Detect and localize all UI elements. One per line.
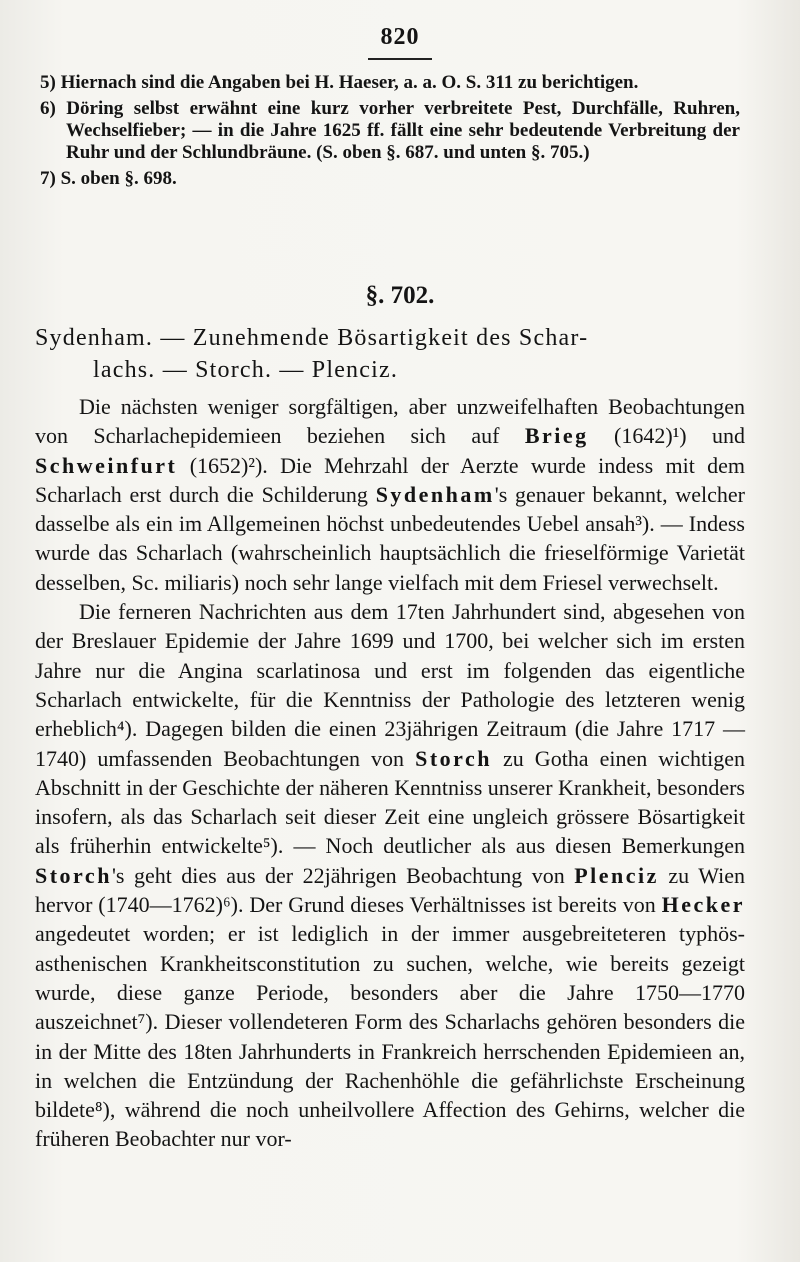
footnote-7: 7) S. oben §. 698. bbox=[40, 168, 177, 189]
paragraph-2-text-d: zu Wien hervor (1740—1762)⁶). Der Grund dieses Verhältnisses ist bereits von bbox=[35, 862, 745, 918]
place-name-brieg: Brieg bbox=[524, 423, 589, 449]
paragraph-1-text-d: 's genauer bekannt, welcher dasselbe als ein im Allgemeinen höchst unbedeutendes Uebel ansah³). — Indess wurde das Scharlach (wahrscheinlich hauptsächlich die frieselförmige Varietät desselben, Sc. miliaris) noch sehr lange vielfach mit dem Friesel verwechselt. bbox=[35, 481, 745, 595]
paragraph-2-text-e: angedeutet worden; er ist lediglich in der immer ausgebreiteteren typhös-asthenischen Krankheitsconstitution zu suchen, welche, wie bereits gezeigt wurde, diese ganze Periode, besonders aber die Jahre 1750—1770 auszeichnet⁷). Dieser vollendeteren Form des Scharlachs gehören besonders die in der Mitte des 18ten Jahrhunderts in Frankreich herrschenden Epidemieen an, in welchen die Entzündung der Rachenhöhle die gefährlichste Erscheinung bildete⁸), während die noch unheilvollere Affection des Gehirns, welcher die früheren Beobachter nur vor- bbox=[35, 921, 745, 1152]
paragraph-2 bbox=[35, 597, 745, 1154]
author-name-storch-2: Storch bbox=[35, 862, 112, 888]
paragraph-2-text-b: zu Gotha einen wichtigen Abschnitt in der Geschichte der näheren Kenntniss unserer Krankheit, besonders insofern, als das Scharlach seit dieser Zeit eine ungleich grössere Bösartigkeit als früherhin entwickelte⁵). — Noch deutlicher als aus diesen Bemerkungen bbox=[35, 745, 745, 859]
paragraph-2-text-c: 's geht dies aus der 22jährigen Beobachtung von bbox=[111, 862, 575, 888]
footnote-6: 6) Döring selbst erwähnt eine kurz vorher verbreitete Pest, Durchfälle, Ruhren, Wechselfieber; — in die Jahre 1625 ff. fällt eine sehr bedeutende Verbreitung der Ruhr und der Schlundbräune. (S. oben §. 687. und unten §. 705.) bbox=[40, 98, 740, 163]
paragraph-2-text-a: Die ferneren Nachrichten aus dem 17ten Jahrhundert sind, abgesehen von der Breslauer Epidemie der Jahre 1699 und 1700, bei welcher sich im ersten Jahre nur die Angina scarlatinosa und erst im folgenden das eigentliche Scharlach entwickelte, für die Kenntniss der Pathologie des letzteren wenig erheblich⁴). Dagegen bilden die einen 23jährigen Zeitraum (die Jahre 1717 — 1740) umfassenden Beobachtungen von bbox=[35, 599, 745, 771]
body-text bbox=[35, 392, 745, 1154]
author-name-hecker: Hecker bbox=[661, 892, 745, 918]
page-number-rule bbox=[368, 58, 432, 60]
section-number: §. 702. bbox=[365, 282, 435, 309]
footnotes bbox=[40, 72, 740, 194]
footnote-5: 5) Hiernach sind die Angaben bei H. Haeser, a. a. O. S. 311 zu berichtigen. bbox=[40, 72, 639, 93]
paragraph-1-text-a: Die nächsten weniger sorgfältigen, aber unzweifelhaften Beobachtungen von Scharlachepidemieen beziehen sich auf bbox=[35, 394, 745, 449]
section-heading-line-1: Sydenham. — Zunehmende Bösartigkeit des Schar- bbox=[35, 325, 589, 351]
author-name-storch: Storch bbox=[415, 745, 493, 771]
paragraph-1-text-b: (1642)¹) und bbox=[588, 423, 746, 449]
author-name-plenciz: Plenciz bbox=[574, 862, 659, 888]
paragraph-1-text-c: (1652)²). Die Mehrzahl der Aerzte wurde indess mit dem Scharlach erst durch die Schilderung bbox=[35, 452, 745, 507]
paragraph-1 bbox=[35, 392, 745, 597]
section-heading-line-2: lachs. — Storch. — Plenciz. bbox=[93, 357, 399, 383]
place-name-schweinfurt: Schweinfurt bbox=[35, 452, 178, 478]
section-heading bbox=[35, 322, 745, 386]
author-name-sydenham: Sydenham bbox=[375, 481, 495, 507]
page-number: 820 bbox=[380, 24, 420, 50]
